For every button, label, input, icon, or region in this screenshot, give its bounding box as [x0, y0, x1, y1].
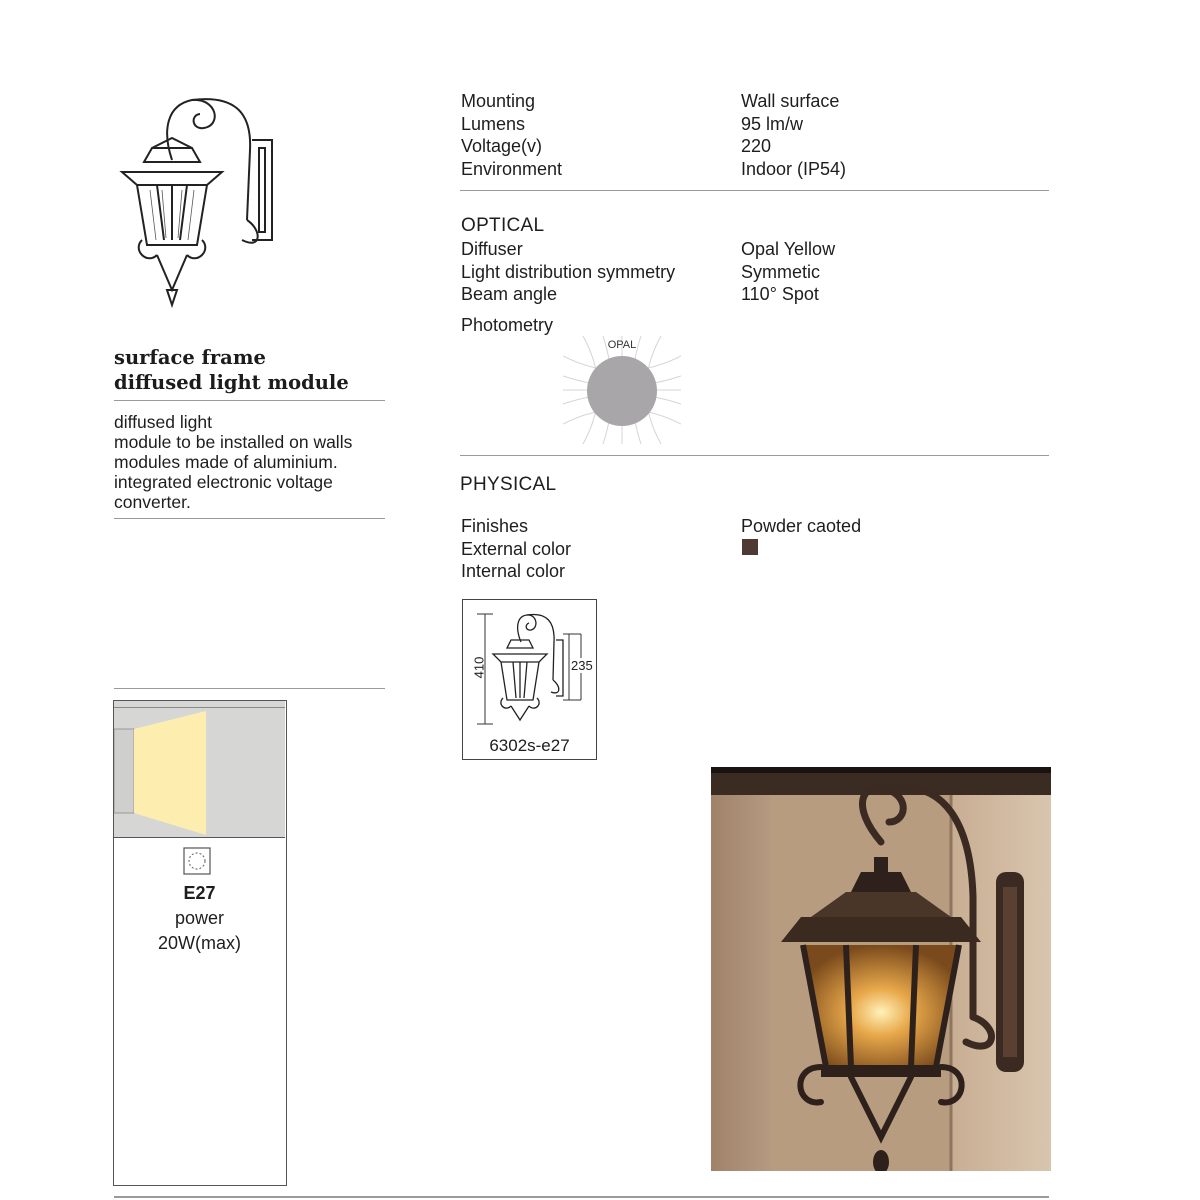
- dimension-depth: 235: [571, 658, 593, 673]
- spec-label: External color: [461, 538, 572, 559]
- spec-label: Environment: [461, 158, 563, 179]
- model-code: 6302s-e27: [489, 736, 570, 755]
- spec-value: 220: [741, 136, 772, 156]
- spec-value: 110° Spot: [741, 284, 819, 304]
- general-spec-values: [741, 90, 846, 180]
- divider: [460, 190, 1049, 191]
- spec-value: Wall surface: [741, 91, 840, 111]
- description-line: modules made of aluminium.: [114, 452, 338, 472]
- description-line: diffused light: [114, 412, 212, 432]
- spec-value: 95 lm/w: [741, 113, 804, 134]
- lamp-socket: E27: [183, 883, 216, 903]
- photometry-diagram: [563, 336, 681, 444]
- spec-label: Light distribution symmetry: [461, 261, 676, 282]
- optical-heading: OPTICAL: [461, 215, 545, 236]
- lamp-info-panel: [113, 700, 287, 1186]
- description-line: converter.: [114, 492, 191, 512]
- spec-value: Opal Yellow: [741, 239, 836, 259]
- lamp-power-value: 20W(max): [157, 933, 241, 953]
- external-color-swatch: [742, 539, 758, 555]
- divider: [114, 688, 385, 689]
- general-specs: [461, 90, 562, 180]
- photometry-label: Photometry: [461, 315, 554, 335]
- product-photo: [711, 767, 1051, 1171]
- physical-heading: PHYSICAL: [460, 474, 557, 495]
- divider: [114, 400, 385, 401]
- spec-label: Finishes: [461, 516, 529, 536]
- lantern-sketch-image: [112, 90, 297, 312]
- product-title-line1: surface frame: [114, 346, 266, 369]
- photometry-tag: OPAL: [607, 339, 637, 351]
- physical-specs: [461, 515, 571, 583]
- spec-label: Lumens: [461, 113, 526, 134]
- lamp-power-label: power: [174, 908, 225, 928]
- finishes-value: Powder caoted: [741, 516, 862, 536]
- optical-specs: [461, 238, 675, 306]
- product-description: [114, 412, 389, 512]
- dimension-drawing: [462, 599, 597, 760]
- optical-spec-values: [741, 238, 835, 306]
- spec-label: Mounting: [461, 91, 536, 111]
- spec-label: Voltage(v): [461, 136, 543, 156]
- spec-label: Diffuser: [461, 239, 523, 259]
- bulb-socket-icon: [183, 847, 211, 875]
- dimension-height: 410: [471, 656, 487, 679]
- product-title-line2: diffused light module: [114, 371, 349, 394]
- divider: [114, 518, 385, 519]
- light-distribution-diagram: [114, 701, 285, 838]
- description-line: integrated electronic voltage: [114, 472, 333, 492]
- footer-rule: [114, 1196, 1049, 1198]
- divider: [460, 455, 1049, 456]
- spec-label: Beam angle: [461, 284, 558, 304]
- spec-value: Symmetic: [741, 261, 821, 282]
- description-line: module to be installed on walls: [114, 432, 353, 452]
- spec-value: Indoor (IP54): [741, 158, 847, 179]
- spec-label: Internal color: [461, 561, 566, 581]
